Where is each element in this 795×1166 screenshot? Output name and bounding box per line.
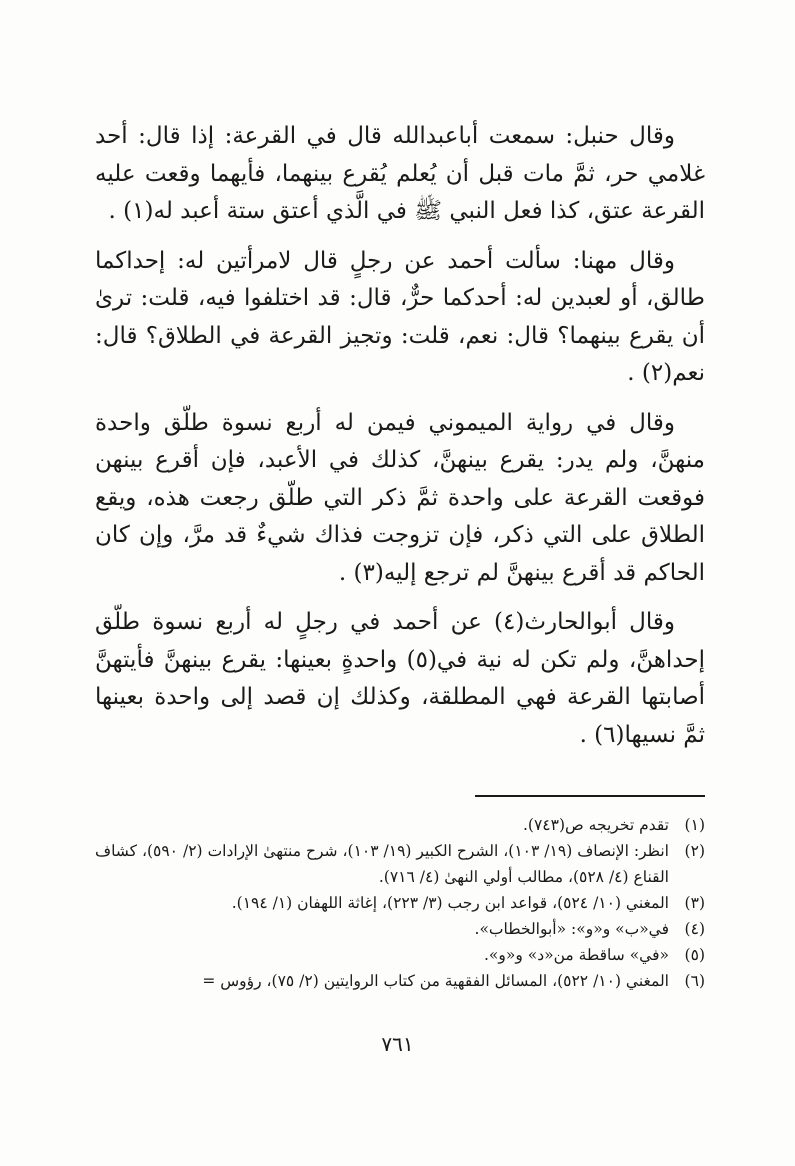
footnote-number: (٢) [684,842,705,860]
footnote-text: في«ب» و«و»: «أبوالخطاب». [474,920,669,938]
footnote-number: (٦) [684,972,705,990]
footnote [95,942,705,968]
footnote-number: (٥) [684,946,705,964]
footnote-separator [475,795,705,797]
footnote-text: تقدم تخريجه ص(٧٤٣). [523,816,669,834]
paragraph-abulharith: وقال أبوالحارث(٤) عن أحمد في رجلٍ له أربع نسوة طلّق إحداهنَّ، ولم تكن له نية في(٥) واحدةٍ بعينها: يقرع بينهنَّ فأيتهنَّ أصابتها القرعة فهي المطلقة، وكذلك إن قصد إلى واحدة بعينها ثمَّ نسيها(٦) . [95,609,706,748]
footnote-number: (٣) [684,894,705,912]
footnote-number: (١) [684,816,705,834]
footnote [95,968,705,994]
footnotes [95,812,705,994]
main-text [95,118,705,766]
footnote-text: «في» ساقطة من«د» و«و». [483,946,669,964]
footnote-text: انظر: الإنصاف (١٩/ ١٠٣)، الشرح الكبير (١٩/ ١٠٣)، شرح منتهىٰ الإرادات (٢/ ٥٩٠)، كشاف القناع (٤/ ٥٢٨)، مطالب أولي النهىٰ (٤/ ٧١٦). [95,842,669,886]
paragraph-maymuni: وقال في رواية الميموني فيمن له أربع نسوة طلّق واحدة منهنَّ، ولم يدر: يقرع بينهنَّ، كذلك في الأعبد، فإن أقرع بينهن فوقعت القرعة على واحدة ثمَّ ذكر التي طلّق رجعت هذه، ويقع الطلاق على التي ذكر، فإن تزوجت فذاك شيءٌ قد مرَّ، وإن كان الحاكم قد أقرع بينهنَّ لم ترجع إليه(٣) . [95,409,705,586]
paragraph-hanbal: وقال حنبل: سمعت أباعبدالله قال في القرعة: إذا قال: أحد غلامي حر، ثمَّ مات قبل أن يُعلم يُقرع بينهما، فأيهما وقعت عليه القرعة عتق، كذا فعل النبي ﷺ في الَّذي أعتق ستة أعبد له(١) . [95,123,705,224]
footnote [95,838,705,890]
footnote-number: (٤) [684,920,705,938]
footnote-text: المغني (١٠/ ٥٢٤)، قواعد ابن رجب (٣/ ٢٢٣)، إغاثة اللهفان (١/ ١٩٤). [231,894,669,912]
footnote [95,812,705,838]
footnote [95,916,705,942]
footnote-text: المغني (١٠/ ٥٢٢)، المسائل الفقهية من كتاب الروايتين (٢/ ٧٥)، رؤوس = [202,972,669,990]
footnote [95,890,705,916]
paragraph-muhanna: وقال مهنا: سألت أحمد عن رجلٍ قال لامرأتين له: إحداكما طالق، أو لعبدين له: أحدكما حرٌّ، قال: قد اختلفوا فيه، قلت: ترىٰ أن يقرع بينهما؟ قال: نعم، قلت: وتجيز القرعة في الطلاق؟ قال: نعم(٢) . [95,247,705,386]
page-number: ٧٦١ [381,1032,414,1056]
